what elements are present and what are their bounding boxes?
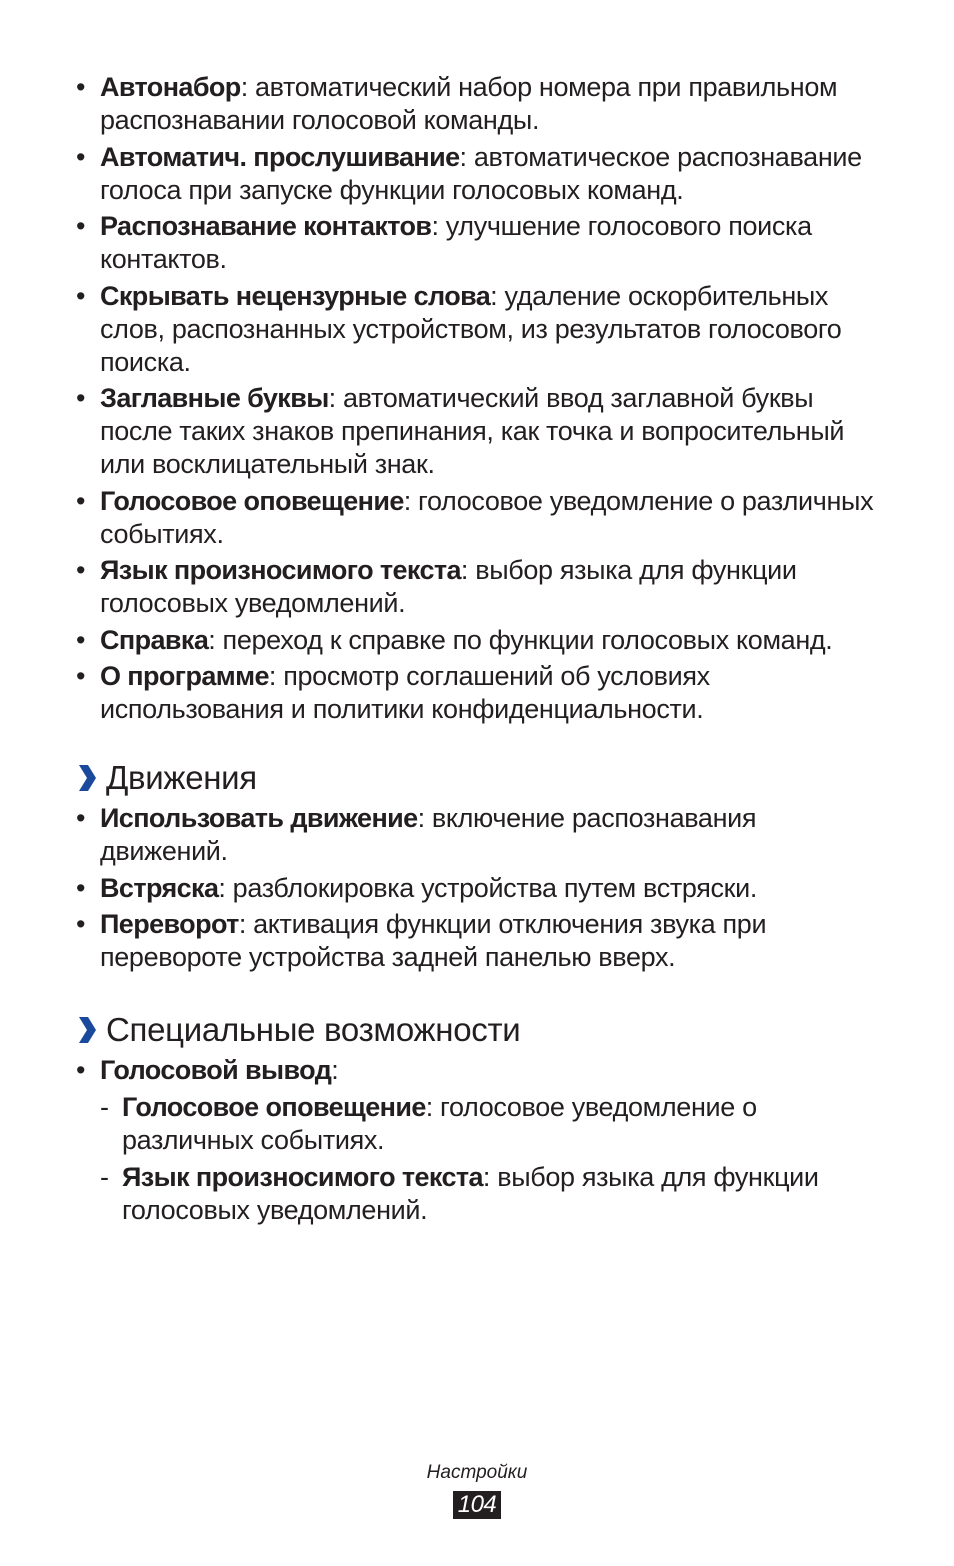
item-description: : автоматическое распознавание голоса при запуске функции голосовых команд. [100,141,862,205]
list-item [72,382,882,481]
item-term: Язык произносимого текста [100,555,461,585]
sub-list-item [100,1161,882,1227]
bullet-icon: • [76,661,86,691]
list-item [72,210,882,276]
item-description: : просмотр соглашений об условиях использования и политики конфиденциальности. [100,661,710,724]
section-heading-accessibility [76,1010,520,1050]
sub-list-item [100,1091,882,1157]
motion-list [72,802,882,978]
bullet-icon: • [76,624,86,655]
bullet-icon: • [76,872,86,903]
accessibility-list [72,1054,882,1230]
voice-settings-list [72,71,882,730]
item-term: Справка [100,624,209,655]
list-item [72,802,882,868]
bullet-icon: • [76,211,86,241]
item-description: : удаление оскорбительных слов, распознанных устройством, из результатов голосового поиска. [100,280,842,377]
item-description: : включение распознавания движений. [100,803,757,866]
chevron-right-icon [76,763,98,793]
bullet-icon: • [76,1055,86,1085]
item-description: : переход к справке по функции голосовых команд. [208,624,833,655]
item-term: Переворот [100,909,239,939]
item-term: Встряска [100,872,219,903]
list-item [72,71,882,137]
footer-section-name: Настройки [426,1462,528,1483]
bullet-icon: • [76,141,86,172]
list-item [72,872,882,905]
section-title: Движения [106,759,257,796]
chevron-shape [79,765,96,791]
item-term: Язык произносимого текста [122,1161,483,1192]
bullet-icon: • [76,485,86,516]
item-description: : голосовое уведомление о различных событиях. [100,485,874,549]
item-description: : [331,1055,339,1085]
item-term: Голосовой вывод [100,1055,332,1085]
item-term: Скрывать нецензурные слова [100,280,491,311]
list-item [72,624,882,657]
section-title: Специальные возможности [106,1011,521,1048]
voice-output-sublist [100,1091,882,1227]
section-heading-motion [76,758,257,798]
item-description: : голосовое уведомление о различных событиях. [122,1092,757,1155]
list-item [72,554,882,620]
list-item [72,1054,882,1227]
item-description: : автоматический ввод заглавной буквы после таких знаков препинания, как точка и вопросительный или восклицательный знак. [100,383,845,479]
item-term: Распознавание контактов [100,211,432,241]
item-description: : активация функции отключения звука при перевороте устройства задней панелью вверх. [100,909,767,972]
item-term: Использовать движение [100,803,418,833]
item-term: Голосовое оповещение [100,485,404,516]
item-term: Заглавные буквы [100,383,329,413]
item-term: Автонабор [100,72,241,102]
item-description: : выбор языка для функции голосовых уведомлений. [100,555,797,618]
list-item [72,485,882,551]
list-item [72,141,882,207]
item-description: : выбор языка для функции голосовых уведомлений. [122,1161,819,1225]
chevron-right-icon [76,1015,98,1045]
bullet-icon: • [76,555,86,585]
chevron-shape [79,1017,96,1043]
item-term: О программе [100,661,269,691]
dash-icon: - [100,1092,109,1122]
bullet-icon: • [76,383,86,413]
page-number: 104 [453,1491,501,1519]
list-item [72,660,882,726]
bullet-icon: • [76,72,86,102]
item-term: Автоматич. прослушивание [100,141,460,172]
list-item [72,908,882,974]
item-description: : улучшение голосового поиска контактов. [100,211,812,274]
item-description: : автоматический набор номера при правильном распознавании голосовой команды. [100,72,838,135]
list-item [72,280,882,379]
item-description: : разблокировка устройства путем встряски. [218,872,758,903]
bullet-icon: • [76,803,86,833]
bullet-icon: • [76,280,86,311]
bullet-icon: • [76,909,86,939]
dash-icon: - [100,1161,109,1192]
item-term: Голосовое оповещение [122,1092,426,1122]
